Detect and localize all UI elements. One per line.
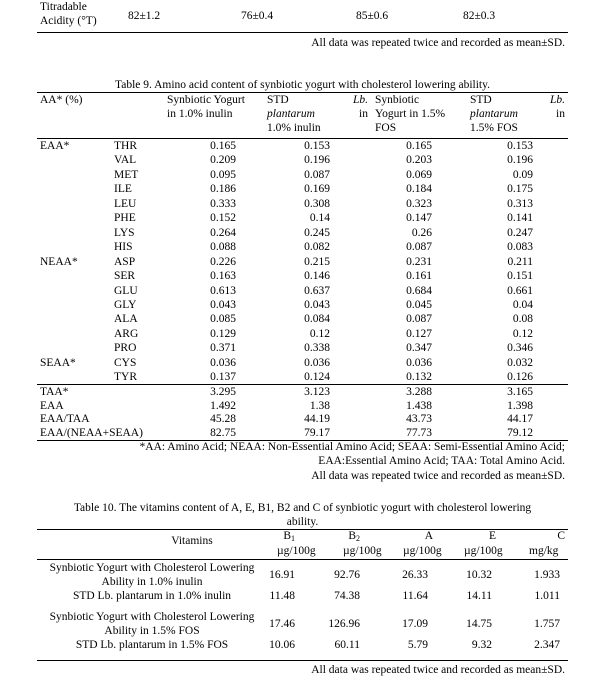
vitamin-row-label-line2: Ability in 1.5% FOS: [104, 624, 200, 637]
table-cell: 0.347: [406, 342, 432, 355]
amino-acid-label: GLU: [114, 284, 138, 297]
vitamin-row-label: [37, 611, 267, 639]
amino-acid-label: ILE: [114, 183, 132, 196]
header-col4-line3: 1.5% FOS: [470, 121, 518, 134]
table-cell: 10.06: [269, 639, 295, 651]
table-cell: 0.175: [507, 183, 533, 196]
table9-footnote-line1: *AA: Amino Acid; NEAA: Non-Essential Amino Acid; SEAA: Semi-Essential Amino Acid;: [139, 441, 565, 453]
table-cell: 0.209: [210, 154, 236, 167]
total-label: TAA*: [40, 386, 69, 398]
table-cell: 79.17: [304, 426, 330, 439]
table-cell: 0.132: [406, 371, 432, 384]
table-cell: 0.264: [210, 226, 236, 239]
header-vitamins: Vitamins: [171, 535, 213, 547]
header-c: C: [557, 530, 565, 542]
table-cell: 10.32: [466, 569, 492, 581]
header-col2b-line1: Lb.: [352, 94, 368, 106]
table-cell: 0.169: [304, 183, 330, 196]
header-e: E: [488, 530, 496, 542]
table-cell: 0.087: [406, 313, 432, 326]
table-cell: 0.032: [507, 356, 533, 369]
table-rule: [37, 32, 568, 33]
table-cell: 0.211: [507, 255, 533, 268]
table-cell: 60.11: [334, 639, 360, 651]
amino-acid-label: CYS: [114, 356, 137, 369]
table-rule: [37, 138, 568, 139]
table-cell: 82.75: [210, 426, 236, 439]
table-cell: 0.247: [507, 226, 533, 239]
table-cell: 0.14: [309, 212, 330, 225]
table-cell: 0.196: [507, 154, 533, 167]
header-col2b: [340, 94, 368, 122]
group-label: EAA*: [40, 140, 70, 152]
amino-acid-label: THR: [114, 140, 137, 152]
table-cell: 44.17: [507, 413, 533, 425]
group-label: NEAA*: [40, 255, 78, 268]
table-cell: 3.123: [304, 386, 330, 398]
table-cell: 0.12: [512, 327, 533, 340]
vitamin-row-label-line1: STD Lb. plantarum in 1.0% inulin: [72, 590, 232, 602]
table-cell: 17.46: [269, 618, 295, 630]
table9-caption: Table 9. Amino acid content of synbiotic yogurt with cholesterol lowering ability.: [115, 79, 490, 91]
titratable-acidity-label: [40, 1, 97, 29]
amino-acid-label: SER: [114, 270, 136, 282]
acidity-value: 85±0.6: [356, 10, 389, 22]
amino-acid-label: LYS: [114, 226, 135, 239]
table-cell: 3.295: [210, 386, 236, 398]
table-cell: 1.398: [507, 399, 533, 412]
table-cell: 0.036: [210, 356, 236, 369]
acidity-value: 82±1.2: [128, 10, 161, 22]
header-col2b-line2: in: [359, 107, 368, 120]
table-cell: 1.933: [534, 569, 560, 581]
table-cell: 16.91: [269, 569, 295, 581]
header-col4-line2: plantarum: [470, 107, 518, 120]
table-cell: 43.73: [406, 413, 432, 425]
data-note: All data was repeated twice and recorded as mean±SD.: [311, 664, 565, 676]
table-cell: 0.613: [210, 284, 236, 297]
unit-label: µg/100g: [277, 545, 316, 557]
table10-caption: [37, 502, 568, 530]
table-cell: 1.492: [210, 399, 236, 412]
table-cell: 5.79: [407, 639, 428, 651]
table-cell: 14.11: [466, 590, 492, 602]
table-cell: 0.141: [507, 212, 533, 225]
table-cell: 0.313: [507, 197, 533, 210]
table-cell: 0.087: [406, 241, 432, 254]
table-cell: 0.127: [406, 327, 432, 340]
table-rule: [37, 660, 568, 661]
amino-acid-label: LEU: [114, 197, 137, 210]
amino-acid-label: VAL: [114, 154, 137, 167]
header-col1: [167, 94, 245, 122]
amino-acid-label: MET: [114, 168, 139, 181]
header-col2: [267, 94, 321, 135]
table-cell: 0.333: [210, 197, 236, 210]
table-cell: 74.38: [334, 590, 360, 602]
amino-acid-label: PRO: [114, 342, 137, 355]
table-cell: 45.28: [210, 413, 236, 425]
header-col2-line3: 1.0% inulin: [267, 121, 321, 134]
table-cell: 0.184: [406, 183, 432, 196]
table-cell: 0.083: [507, 241, 533, 254]
header-col4-line1: STD: [470, 94, 492, 106]
table-cell: 92.76: [334, 569, 360, 581]
table-cell: 1.011: [534, 590, 560, 602]
vitamin-row-label: [37, 562, 267, 590]
header-b1: $B_1$: [283, 530, 295, 543]
unit-label: mg/kg: [529, 545, 559, 557]
table-cell: 0.165: [210, 140, 236, 152]
table-cell: 0.126: [507, 371, 533, 384]
header-col3-line1: Synbiotic: [375, 94, 420, 106]
table-cell: 3.288: [406, 386, 432, 398]
acidity-value: 82±0.3: [463, 10, 496, 22]
table-cell: 0.069: [406, 168, 432, 181]
table-cell: 0.165: [406, 140, 432, 152]
total-label: EAA/(NEAA+SEAA): [40, 426, 143, 439]
table-cell: 0.26: [411, 226, 432, 239]
amino-acid-label: TYR: [114, 371, 137, 384]
table-cell: 0.137: [210, 371, 236, 384]
header-col2-line2: plantarum: [267, 107, 315, 120]
table-cell: 77.73: [406, 426, 432, 439]
table-cell: 0.215: [304, 255, 330, 268]
table-cell: 0.231: [406, 255, 432, 268]
table-cell: 0.203: [406, 154, 432, 167]
table-rule: [37, 559, 568, 560]
unit-label: µg/100g: [403, 545, 442, 557]
table-cell: 126.96: [328, 618, 360, 630]
table-cell: 0.043: [304, 298, 330, 311]
vitamin-row-label-line2: Ability in 1.0% inulin: [101, 575, 203, 588]
table-cell: 1.38: [309, 399, 330, 412]
table-cell: 0.082: [304, 241, 330, 254]
table-cell: 0.661: [507, 284, 533, 297]
amino-acid-label: ARG: [114, 327, 139, 340]
data-note: All data was repeated twice and recorded as mean±SD.: [311, 37, 565, 49]
table-cell: 0.153: [304, 140, 330, 152]
table-cell: 0.196: [304, 154, 330, 167]
table-cell: 0.147: [406, 212, 432, 225]
table-cell: 14.75: [466, 618, 492, 630]
unit-label: µg/100g: [464, 545, 503, 557]
table-cell: 0.036: [304, 356, 330, 369]
table-cell: 0.346: [507, 342, 533, 355]
table-cell: 0.323: [406, 197, 432, 210]
header-col3-line2: Yogurt in 1.5%: [375, 107, 446, 120]
table-cell: 0.084: [304, 313, 330, 326]
vitamin-row-label: [37, 639, 267, 653]
table-cell: 0.04: [512, 298, 533, 311]
header-col3-line3: FOS: [375, 121, 397, 134]
table-cell: 0.371: [210, 342, 236, 355]
header-col4: [470, 94, 518, 135]
table-cell: 0.129: [210, 327, 236, 340]
table-cell: 9.32: [471, 639, 492, 651]
table-rule: [37, 384, 568, 385]
vitamin-row-label: [37, 590, 267, 604]
table-cell: 17.09: [402, 618, 428, 630]
table-cell: 0.151: [507, 270, 533, 282]
header-a: A: [424, 530, 433, 542]
table10-caption-line1: Table 10. The vitamins content of A, E, B1, B2 and C of synbiotic yogurt with cholesterol lowering: [73, 502, 532, 514]
table-cell: 0.308: [304, 197, 330, 210]
table-cell: 1.438: [406, 399, 432, 412]
table-cell: 0.045: [406, 298, 432, 311]
header-col1-line1: Synbiotic Yogurt: [167, 94, 245, 106]
table-cell: 0.186: [210, 183, 236, 196]
table-cell: 0.226: [210, 255, 236, 268]
table-cell: 79.12: [507, 426, 533, 439]
table-cell: 11.48: [269, 590, 295, 602]
amino-acid-label: HIS: [114, 241, 133, 254]
table10-caption-line2: ability.: [286, 515, 319, 528]
table-cell: 0.124: [304, 371, 330, 384]
table-cell: 0.153: [507, 140, 533, 152]
table-cell: 3.165: [507, 386, 533, 398]
table-cell: 0.684: [406, 284, 432, 297]
table-cell: 44.19: [304, 413, 330, 425]
table-cell: 0.087: [304, 168, 330, 181]
table-cell: 0.09: [512, 168, 533, 181]
table-cell: 0.036: [406, 356, 432, 369]
header-b2: $B_2$: [348, 530, 360, 543]
amino-acid-label: PHE: [114, 212, 136, 225]
header-col2-line1: STD: [267, 94, 289, 106]
table9-footnote-line2: EAA:Essential Amino Acid; TAA: Total Amino Acid.: [318, 455, 565, 467]
amino-acid-label: GLY: [114, 298, 137, 311]
vitamin-row-label-line1: STD Lb. plantarum in 1.5% FOS: [75, 639, 229, 651]
table-cell: 2.347: [534, 639, 560, 651]
table-cell: 0.146: [304, 270, 330, 282]
vitamin-row-label-line1: Synbiotic Yogurt with Cholesterol Lowering: [49, 611, 255, 623]
table-cell: 0.161: [406, 270, 432, 282]
table-rule: [37, 92, 568, 93]
table-cell: 26.33: [402, 569, 428, 581]
group-label: SEAA*: [40, 356, 76, 369]
table-cell: 0.338: [304, 342, 330, 355]
table-cell: 0.152: [210, 212, 236, 225]
table-cell: 1.757: [534, 618, 560, 630]
header-col4b-line1: Lb.: [549, 94, 565, 106]
titratable-label-line1: Titradable: [40, 1, 87, 13]
unit-label: µg/100g: [343, 545, 382, 557]
header-col4b-line2: in: [556, 107, 565, 120]
titratable-label-line2: Acidity (°T): [40, 14, 97, 27]
table-cell: 0.085: [210, 313, 236, 326]
amino-acid-label: ASP: [114, 255, 136, 268]
header-aa: AA* (%): [40, 94, 83, 106]
table-cell: 11.64: [402, 590, 428, 602]
total-label: EAA: [40, 399, 64, 412]
table-cell: 0.245: [304, 226, 330, 239]
vitamin-row-label-line1: Synbiotic Yogurt with Cholesterol Lowering: [49, 562, 255, 574]
table-cell: 0.095: [210, 168, 236, 181]
acidity-value: 76±0.4: [241, 10, 274, 22]
table-cell: 0.043: [210, 298, 236, 311]
header-col4b: [537, 94, 565, 122]
total-label: EAA/TAA: [40, 413, 90, 425]
header-col3: [375, 94, 445, 135]
table-cell: 0.08: [512, 313, 533, 326]
table-cell: 0.12: [309, 327, 330, 340]
header-col1-line2: in 1.0% inulin: [167, 107, 233, 120]
table-cell: 0.163: [210, 270, 236, 282]
table-cell: 0.637: [304, 284, 330, 297]
amino-acid-label: ALA: [114, 313, 138, 326]
table-cell: 0.088: [210, 241, 236, 254]
data-note: All data was repeated twice and recorded as mean±SD.: [311, 470, 565, 482]
